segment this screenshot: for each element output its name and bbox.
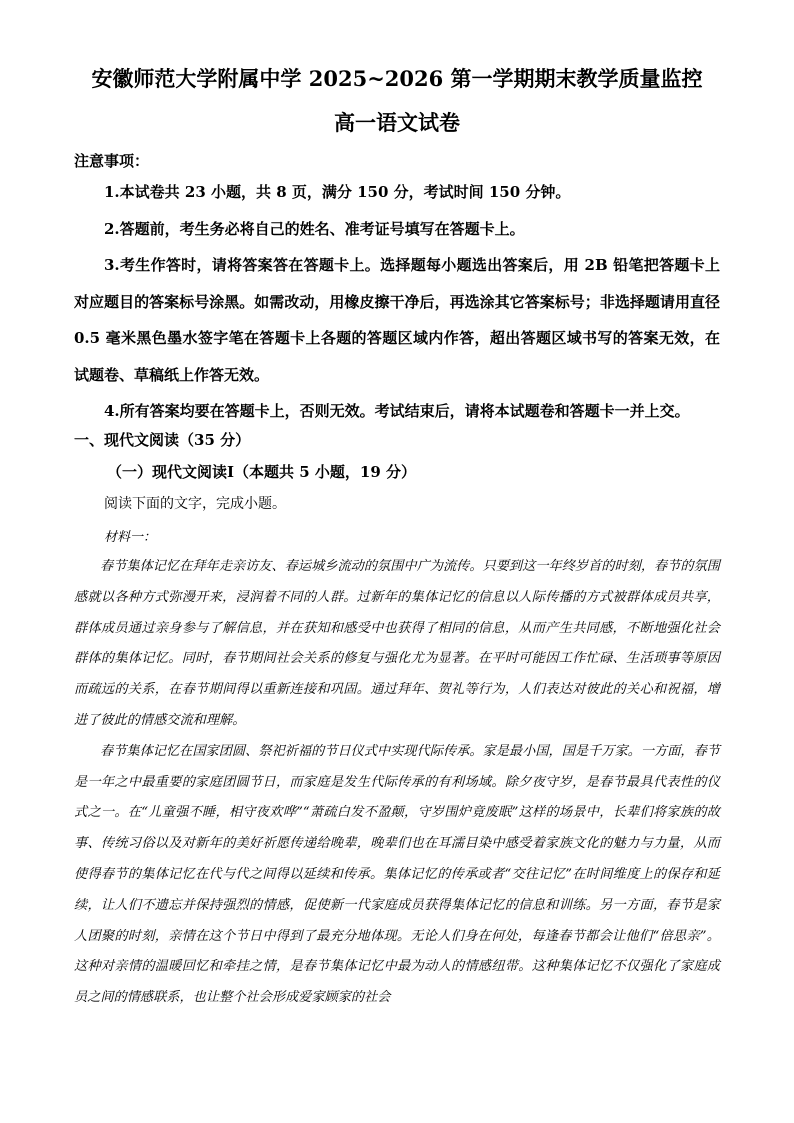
reading-passage (74, 552, 720, 1014)
notes-heading: 注意事项： (74, 152, 150, 170)
material-label: 材料一： (104, 530, 157, 545)
notes-section (74, 148, 720, 430)
note-item-3: 3.考生作答时，请将答案答在答题卡上。选择题每小题选出答案后，用 2B 铅笔把答题卡上对应题目的答案标号涂黑。如需改动，用橡皮擦干净后，再选涂其它答案标号；非选择题请用直径 0.5 毫米黑色墨水签字笔在答题卡上各题的答题区域内作答，超出答题区域书写的答案无效，在试题卷、草稿纸上作答无效。 (74, 256, 720, 384)
note-item-2: 2.答题前，考生务必将自己的姓名、准考证号填写在答题卡上。 (104, 219, 525, 238)
note-item-1: 1.本试卷共 23 小题，共 8 页，满分 150 分，考试时间 150 分钟。 (104, 183, 571, 201)
reading-instruction: 阅读下面的文字，完成小题。 (104, 496, 286, 512)
passage-paragraph-2: 春节集体记忆在国家团圆、祭祀祈福的节日仪式中实现代际传承。家是最小国，国是千万家。一方面，春节是一年之中最重要的家庭团圆节日，而家庭是发生代际传承的有利场域。除夕夜守岁，是春节最具代表性的仪式之一。在“儿童强不睡，相守夜欢哗”“萧疏白发不盈颠，守岁围炉竟废眠”这样的场景中，长辈们将家族的故事、传统习俗以及对新年的美好祈愿传递给晚辈，晚辈们也在耳濡目染中感受着家族文化的魅力与力量，从而使得春节的集体记忆在代与代之间得以延续和传承。集体记忆的传承或者“交往记忆”在时间维度上的保存和延续，让人们不遗忘并保持强烈的情感，促使新一代家庭成员获得集体记忆的信息和训练。另一方面，春节是家人团聚的时刻，亲情在这个节日中得到了最充分地体现。无论人们身在何处，每逢春节都会让他们“倍思亲”。这种对亲情的温暖回忆和牵挂之情，是春节集体记忆中最为动人的情感纽带。这种集体记忆不仅强化了家庭成员之间的情感联系，也让整个社会形成爱家顾家的社会 (74, 743, 720, 1006)
passage-paragraph-1: 春节集体记忆在拜年走亲访友、春运城乡流动的氛围中广为流传。只要到这一年终岁首的时刻，春节的氛围感就以各种方式弥漫开来，浸润着不同的人群。过新年的集体记忆的信息以人际传播的方式被群体成员共享，群体成员通过亲身参与了解信息，并在获知和感受中也获得了相同的信息，从而产生共同感，不断地强化社会群体的集体记忆。同时，春节期间社会关系的修复与强化尤为显著。在平时可能因工作忙碌、生活琐事等原因而疏远的关系，在春节期间得以重新连接和巩固。通过拜年、贺礼等行为，人们表达对彼此的关心和祝福，增进了彼此的情感交流和理解。 (74, 559, 720, 728)
note-item-4: 4.所有答案均要在答题卡上，否则无效。考试结束后，请将本试题卷和答题卡一并上交。 (104, 402, 690, 420)
section-title: 一、现代文阅读（35 分） (74, 431, 251, 449)
exam-subtitle: 高一语文试卷 (334, 110, 460, 135)
exam-title: 安徽师范大学附属中学 2025~2026 第一学期期末教学质量监控 (91, 66, 703, 91)
section-subtitle: （一）现代文阅读Ⅰ（本题共 5 小题，19 分） (107, 463, 416, 481)
